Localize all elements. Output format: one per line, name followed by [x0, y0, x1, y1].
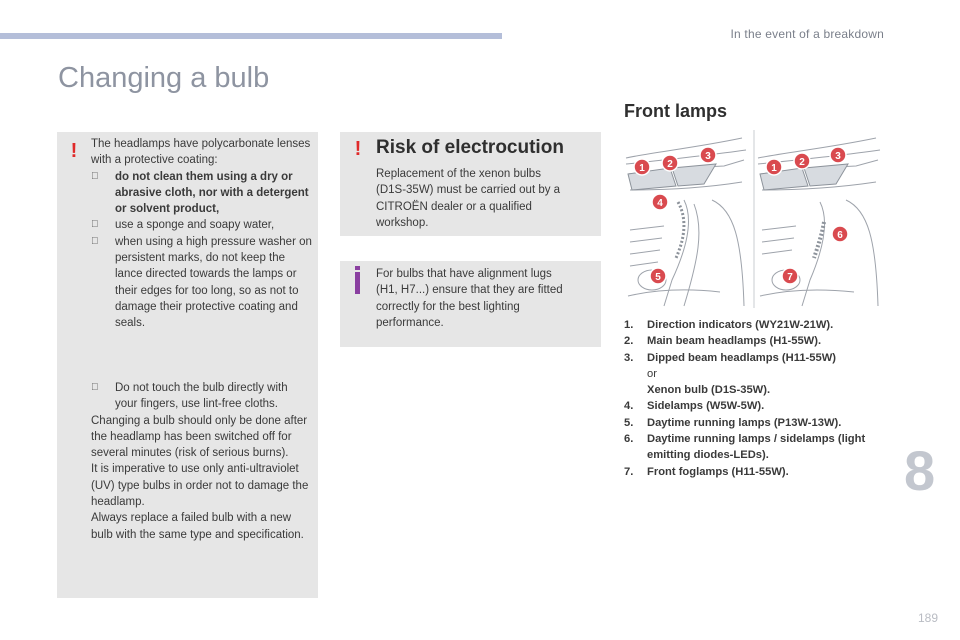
- warning-exclamation-icon: !: [354, 138, 362, 160]
- bullet-item: do not clean them using a dry or abrasive cloth, nor with a detergent or solvent product,: [115, 170, 309, 216]
- callout-2: [662, 155, 678, 171]
- legend-item: 6. Daytime running lamps / sidelamps (light emitting diodes-LEDs).: [624, 433, 866, 462]
- warning-panel-headlamps: [57, 132, 318, 598]
- chapter-number: 8: [904, 439, 936, 502]
- svg-text:2: 2: [667, 159, 673, 170]
- callout-3: [700, 147, 716, 163]
- svg-text:3: 3: [835, 151, 841, 162]
- legend-item: 3. Dipped beam headlamps (H11-55W) or Xenon bulb (D1S-35W).: [624, 351, 836, 397]
- warning-text-block: [91, 136, 313, 332]
- legend-item: 4. Sidelamps (W5W-5W).: [624, 400, 765, 413]
- bullet-item: use a sponge and soapy water,: [115, 219, 275, 232]
- callout-6: [832, 226, 848, 242]
- front-lamps-title: Front lamps: [624, 101, 728, 121]
- svg-text:1: 1: [639, 163, 645, 174]
- svg-text:2: 2: [799, 157, 805, 168]
- legend-item: 1. Direction indicators (WY21W-21W).: [624, 319, 834, 331]
- svg-text:5: 5: [655, 272, 661, 283]
- callout-5: [650, 268, 666, 284]
- svg-text:3: 3: [705, 151, 711, 162]
- callout-1: [766, 159, 782, 175]
- svg-text:4: 4: [657, 198, 663, 209]
- info-panel-alignment: [340, 261, 601, 347]
- top-accent-bar: [0, 33, 502, 39]
- bullet-item: Do not touch the bulb directly with your fingers, use lint-free cloths.: [115, 382, 288, 411]
- callout-1: [634, 159, 650, 175]
- warning-exclamation-icon: !: [70, 140, 78, 162]
- legend-item: 2. Main beam headlamps (H1-55W).: [624, 335, 822, 348]
- legend-item: 5. Daytime running lamps (P13W-13W).: [624, 416, 842, 429]
- intro-text: The headlamps have polycarbonate lenses with a protective coating:: [91, 138, 311, 167]
- bulb-instructions: [91, 380, 313, 543]
- info-body: For bulbs that have alignment lugs (H1, H7...) ensure that they are fitted correctly for the best lighting performance.: [376, 268, 563, 329]
- info-icon: [355, 272, 360, 294]
- callout-4: [652, 194, 668, 210]
- svg-text:1: 1: [771, 163, 777, 174]
- legend-item: 7. Front foglamps (H11-55W).: [624, 465, 789, 478]
- svg-text:6: 6: [837, 230, 843, 241]
- paragraph: It is imperative to use only anti-ultraviolet (UV) type bulbs in order not to damage the headlamp.: [91, 463, 309, 509]
- bullet-item: when using a high pressure washer on persistent marks, do not keep the lance directed towards the lamps or their edges for too long, so as not to damage their protective coating and seals.: [115, 235, 312, 330]
- page-title: Changing a bulb: [58, 62, 270, 94]
- front-lamps-legend: [624, 317, 884, 480]
- risk-body: Replacement of the xenon bulbs (D1S-35W) must be carried out by a CITROËN dealer or a qualified workshop.: [376, 168, 561, 229]
- page-number: 189: [917, 611, 938, 625]
- paragraph: Always replace a failed bulb with a new bulb with the same type and specification.: [91, 512, 304, 541]
- callout-7: [782, 268, 798, 284]
- svg-text:7: 7: [787, 272, 793, 283]
- risk-title: Risk of electrocution: [376, 137, 564, 158]
- callout-2: [794, 153, 810, 169]
- front-lamps-diagram: [624, 130, 883, 308]
- paragraph: Changing a bulb should only be done after the headlamp has been switched off for several minutes (risk of serious burns).: [91, 414, 308, 460]
- callout-3: [830, 147, 846, 163]
- section-header: In the event of a breakdown: [730, 27, 884, 41]
- risk-electrocution-panel: [340, 132, 601, 236]
